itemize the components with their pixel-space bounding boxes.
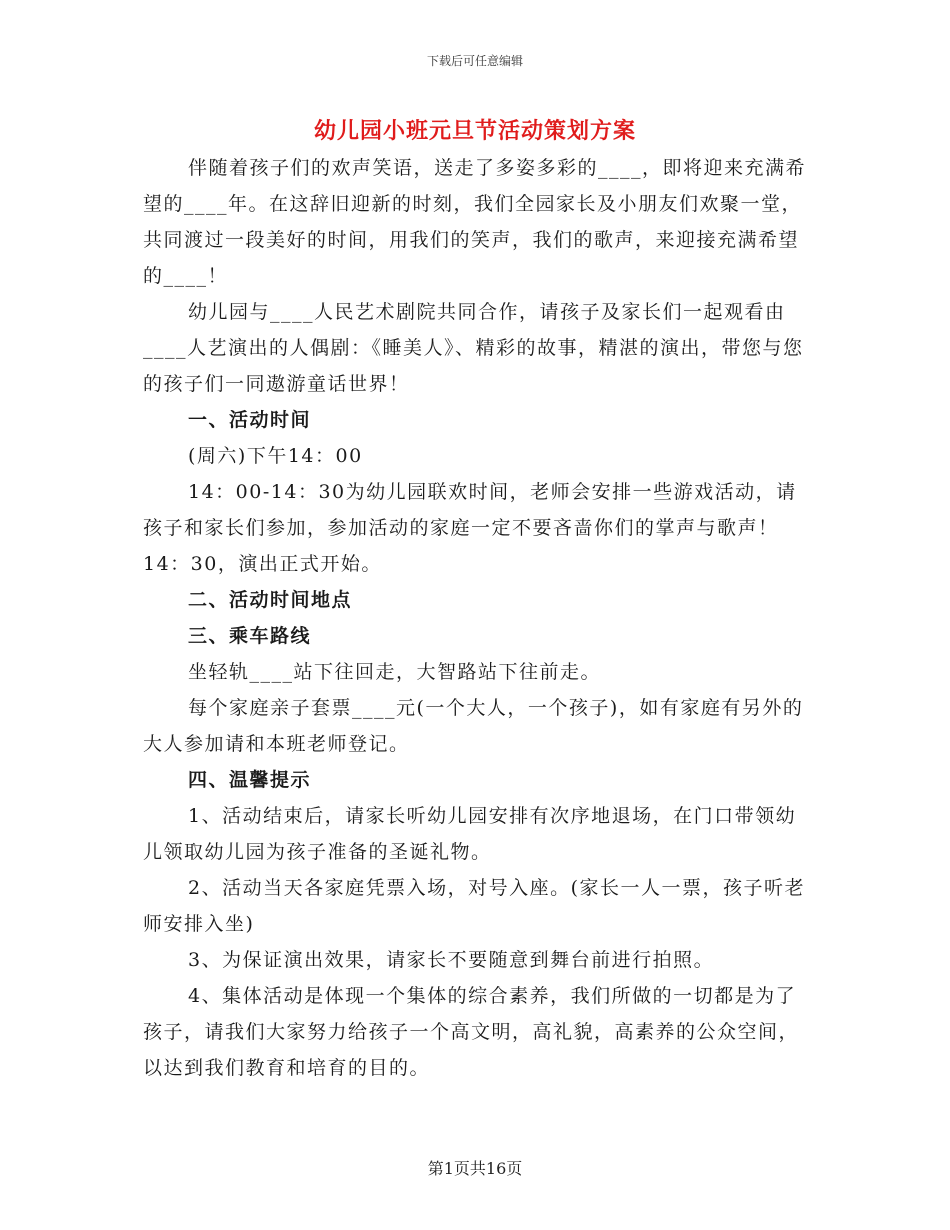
tip-item-4: 4、集体活动是体现一个集体的综合素养，我们所做的一切都是为了孩子，请我们大家努力给孩子一个高文明，高礼貌，高素养的公众空间，以达到我们教育和培育的目的。 (143, 985, 800, 1079)
page-footer: 第1页共16页 (427, 1159, 523, 1178)
tip-item-1: 1、活动结束后，请家长听幼儿园安排有次序地退场，在门口带领幼儿领取幼儿园为孩子准备的圣诞礼物。 (143, 805, 797, 863)
section-heading-tips: 四、温馨提示 (188, 769, 312, 791)
section-heading-route: 三、乘车路线 (188, 625, 312, 647)
show-start-text: 14：30，演出正式开始。 (143, 553, 382, 575)
section-heading-activity-time: 一、活动时间 (188, 409, 312, 431)
document-body (143, 150, 811, 1086)
header-note: 下载后可任意编辑 (426, 54, 523, 68)
ticket-paragraph: 每个家庭亲子套票____元(一个大人，一个孩子)，如有家庭有另外的大人参加请和本班老师登记。 (143, 697, 804, 755)
section-heading-location: 二、活动时间地点 (188, 589, 353, 611)
activity-time-text: (周六)下午14：00 (188, 445, 363, 467)
document-title: 幼儿园小班元旦节活动策划方案 (313, 118, 636, 144)
schedule-paragraph: 14：00-14：30为幼儿园联欢时间，老师会安排一些游戏活动，请孩子和家长们参加，参加活动的家庭一定不要吝啬你们的掌声与歌声！ (143, 481, 797, 539)
tip-item-2: 2、活动当天各家庭凭票入场，对号入座。(家长一人一票，孩子听老师安排入坐) (143, 877, 806, 935)
intro-paragraph: 伴随着孩子们的欢声笑语，送走了多姿多彩的____，即将迎来充满希望的____年。在这辞旧迎新的时刻，我们全园家长及小朋友们欢聚一堂，共同渡过一段美好的时间，用我们的笑声，我们的歌声，来迎接充满希望的____！ (143, 157, 807, 287)
cooperation-paragraph: 幼儿园与____人民艺术剧院共同合作，请孩子及家长们一起观看由____人艺演出的人偶剧：《睡美人》、精彩的故事，精湛的演出，带您与您的孩子们一同遨游童话世界！ (143, 301, 804, 395)
route-text: 坐轻轨____站下往回走，大智路站下往前走。 (188, 661, 602, 683)
tip-item-3: 3、为保证演出效果，请家长不要随意到舞台前进行拍照。 (188, 949, 715, 971)
